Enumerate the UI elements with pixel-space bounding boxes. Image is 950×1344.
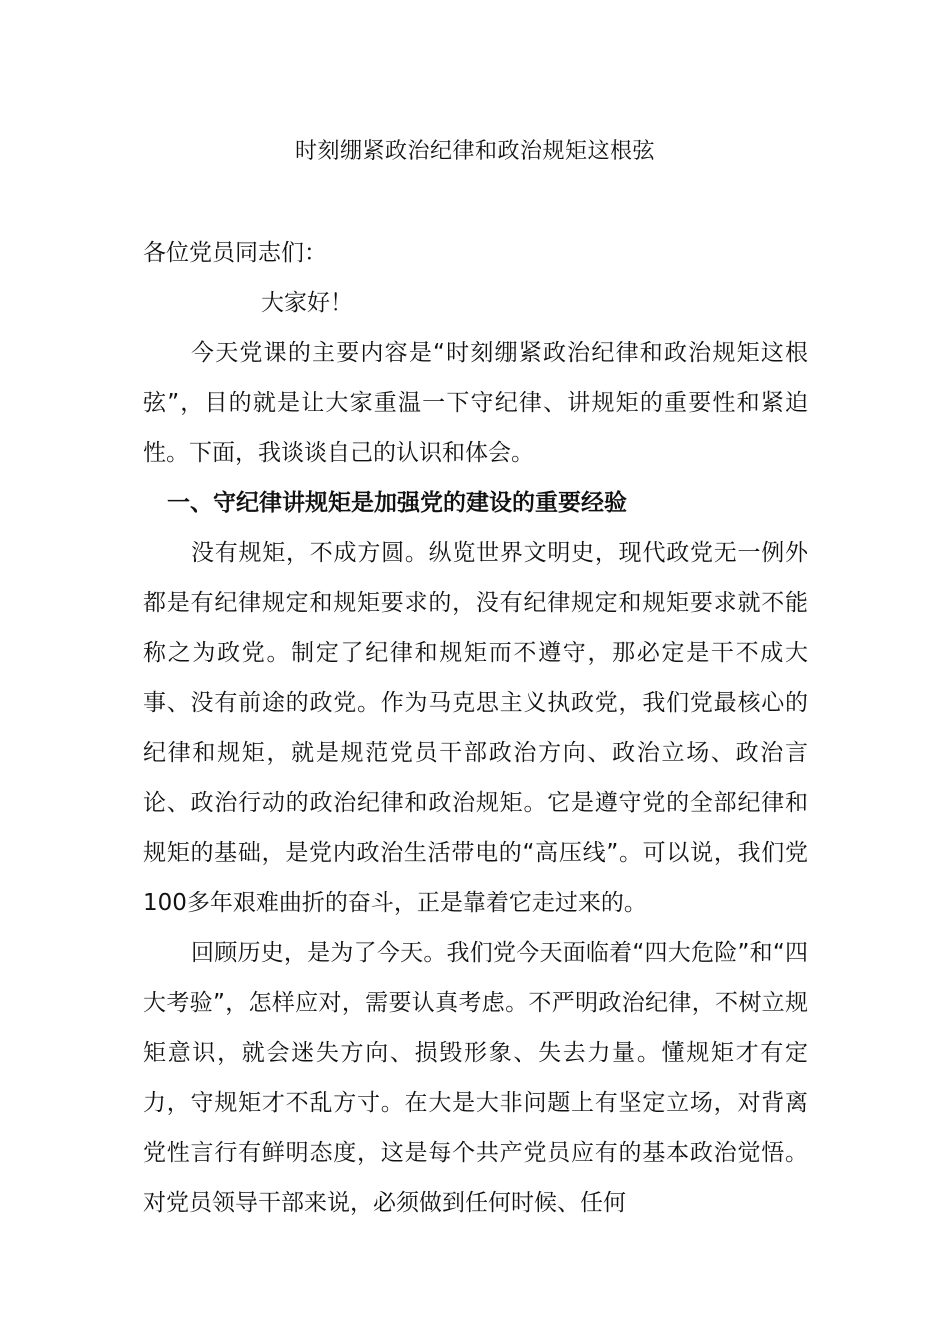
intro-paragraph: 今天党课的主要内容是“时刻绷紧政治纪律和政治规矩这根弦”，目的就是让大家重温一下守纪律、讲规矩的重要性和紧迫性。下面，我谈谈自己的认识和体会。 bbox=[143, 340, 808, 466]
body-paragraph: 回顾历史，是为了今天。我们党今天面临着“四大危险”和“四大考验”，怎样应对，需要认真考虑。不严明政治纪律，不树立规矩意识，就会迷失方向、损毁形象、失去力量。懂规矩才有定力，守规矩才不乱方寸。在大是大非问题上有坚定立场，对背离党性言行有鲜明态度，这是每个共产党员应有的基本政治觉悟。对党员领导干部来说，必须做到任何时候、任何 bbox=[143, 940, 808, 1216]
section-heading: 一、守纪律讲规矩是加强党的建设的重要经验 bbox=[167, 490, 627, 516]
greeting: 大家好！ bbox=[261, 290, 353, 316]
salutation: 各位党员同志们： bbox=[143, 240, 327, 266]
body-paragraph: 没有规矩，不成方圆。纵览世界文明史，现代政党无一例外都是有纪律规定和规矩要求的，没有纪律规定和规矩要求就不能称之为政党。制定了纪律和规矩而不遵守，那必定是干不成大事、没有前途的政党。作为马克思主义执政党，我们党最核心的纪律和规矩，就是规范党员干部政治方向、政治立场、政治言论、政治行动的政治纪律和政治规矩。它是遵守党的全部纪律和规矩的基础，是党内政治生活带电的“高压线”。可以说，我们党100多年艰难曲折的奋斗，正是靠着它走过来的。 bbox=[143, 540, 808, 916]
document-body bbox=[143, 228, 808, 1228]
document-title: 时刻绷紧政治纪律和政治规矩这根弦 bbox=[294, 139, 655, 164]
